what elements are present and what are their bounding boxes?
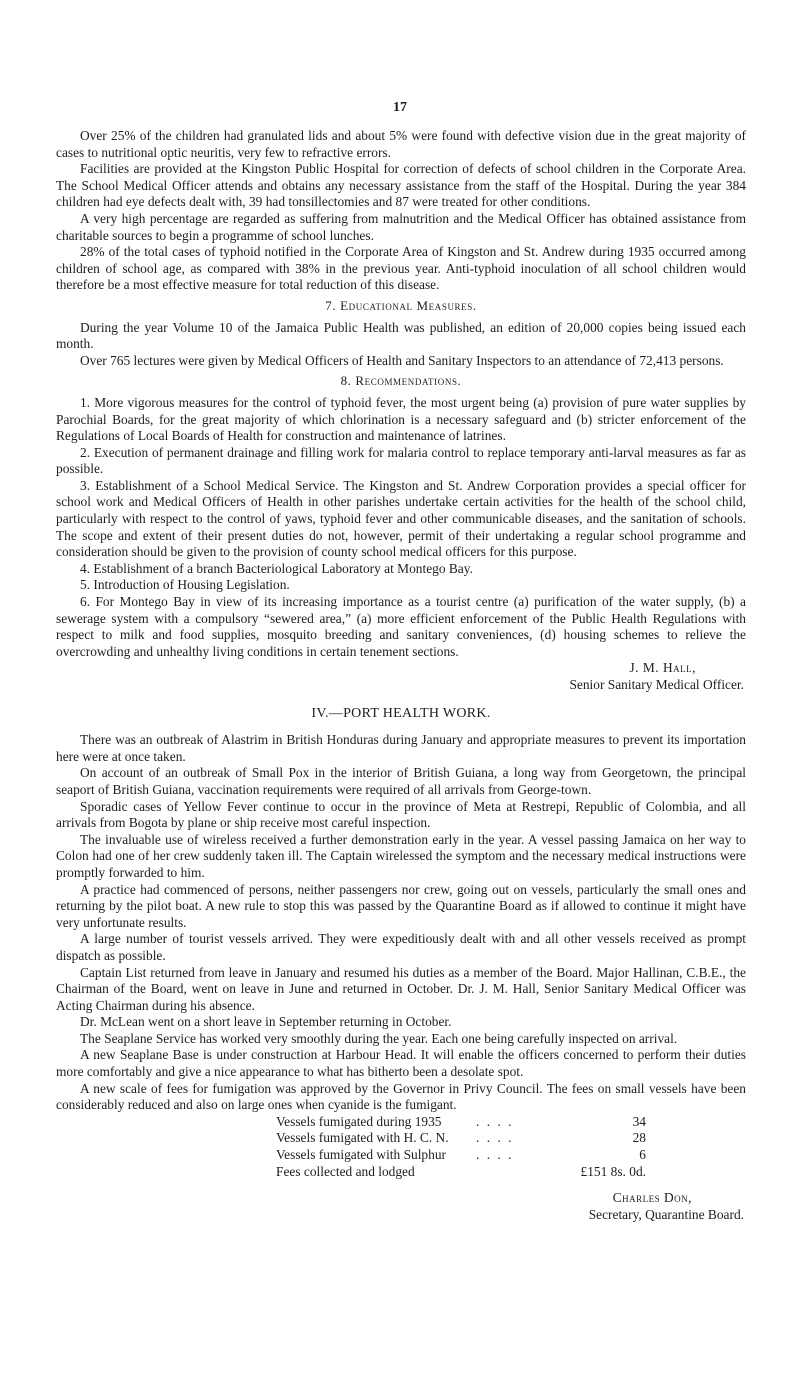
paragraph: The invaluable use of wireless received a further demonstration early in the year. A vessel passing Jamaica on her way to Colon had one of her crew suddenly taken ill. The Captain wirelessed the symptom and the necessary medical instructions were promptly forwarded to him.	[56, 831, 746, 880]
health-paragraphs-b	[56, 320, 746, 370]
fumigation-table	[276, 1114, 646, 1180]
row-value: 6	[639, 1147, 646, 1163]
paragraph: During the year Volume 10 of the Jamaica Public Health was published, an edition of 20,000 copies being issued each month.	[56, 319, 746, 352]
row-label: Fees collected and lodged	[276, 1163, 415, 1179]
paragraph: Over 765 lectures were given by Medical Officers of Health and Sanitary Inspectors to an attendance of 72,413 persons.	[80, 352, 724, 368]
row-label: Vessels fumigated with Sulphur	[276, 1147, 446, 1163]
recommendation-item: 3. Establishment of a School Medical Service. The Kingston and St. Andrew Corporation provides a special officer for school work and Medical Officers of Health in other parishes undertake certain activities for the health of the school child, particularly with respect to the control of yaws, typhoid fever and other communicable diseases, and the sanitation of schools. The scope and extent of their present duties do not, however, permit of their undertaking a regular school programme and consideration should be given to the provision of county school medical officers for this purpose.	[56, 477, 746, 560]
paragraph: The Seaplane Service has worked very smoothly during the year. Each one being carefully inspected on arrival.	[80, 1030, 678, 1046]
row-leader	[476, 1164, 566, 1181]
paragraph: Facilities are provided at the Kingston Public Hospital for correction of defects of school children in the Corporate Area. The School Medical Officer attends and obtains any necessary assistance from the staff of the Hospital. During the year 384 children had eye defects dealt with, 39 had tonsillectomies and 87 were treated for other conditions.	[56, 161, 746, 210]
paragraph: A large number of tourist vessels arrived. They were expeditiously dealt with and all other vessels received as prompt dispatch as possible.	[56, 931, 746, 963]
section-heading-port-health: IV.—PORT HEALTH WORK.	[311, 705, 491, 721]
signature-name: J. M. Hall,	[629, 660, 696, 676]
row-value: £151 8s. 0d.	[580, 1163, 646, 1179]
paragraph: There was an outbreak of Alastrim in British Honduras during January and appropriate measures to prevent its importation here were at once taken.	[56, 732, 746, 764]
table-row	[276, 1164, 646, 1181]
row-leader: . . . .	[476, 1147, 514, 1163]
paragraph: A new scale of fees for fumigation was approved by the Governor in Privy Council. The fees on small vessels have been considerably reduced and also on large ones when cyanide is the fumigant.	[56, 1080, 746, 1113]
paragraph: On account of an outbreak of Small Pox in the interior of British Guiana, a long way from Georgetown, the principal seaport of British Guiana, vaccination requirements were required of all arrivals from George-town.	[56, 765, 746, 797]
signature-title: Senior Sanitary Medical Officer.	[569, 677, 744, 692]
signature-title: Secretary, Quarantine Board.	[588, 1206, 744, 1222]
section-heading-educational-measures: 7. Educational Measures.	[325, 297, 477, 313]
signature-block-don	[56, 1190, 744, 1223]
paragraph: A very high percentage are regarded as suffering from malnutrition and the Medical Officer has obtained assistance from charitable sources to begin a programme of school lunches.	[56, 210, 746, 243]
recommendation-item: 5. Introduction of Housing Legislation.	[80, 577, 290, 593]
paragraph: Sporadic cases of Yellow Fever continue to occur in the province of Meta at Restrepi, Republic of Colombia, and all arrivals from Bogota by plane or ship receive most careful inspection.	[56, 798, 746, 831]
row-label: Vessels fumigated with H. C. N.	[276, 1130, 449, 1146]
table-row	[276, 1130, 646, 1147]
paragraph: A new Seaplane Base is under construction at Harbour Head. It will enable the officers concerned to perform their duties more comfortably and give a nice appearance to what has bitherto been a desolate spot.	[56, 1047, 746, 1080]
paragraph: Dr. McLean went on a short leave in September returning in October.	[80, 1014, 452, 1030]
document-page	[56, 128, 746, 1223]
port-health-paragraphs	[56, 732, 746, 1114]
recommendation-item: 1. More vigorous measures for the control of typhoid fever, the most urgent being (a) provision of pure water supplies by Parochial Boards, for the great majority of which chlorination is a necessary safeguard and (b) stricter enforcement of the Regulations of Local Boards of Health for construction and maintenance of latrines.	[56, 394, 746, 444]
row-leader: . . . .	[476, 1113, 514, 1129]
page-number: 17	[393, 100, 407, 115]
row-value: 34	[632, 1113, 646, 1129]
table-row	[276, 1114, 646, 1131]
recommendation-item: 4. Establishment of a branch Bacteriological Laboratory at Montego Bay.	[80, 560, 473, 576]
row-label: Vessels fumigated during 1935	[276, 1113, 442, 1129]
health-paragraphs-a	[56, 128, 746, 294]
signature-name: Charles Don,	[612, 1190, 692, 1206]
signature-block-hall	[56, 660, 744, 693]
row-value: 28	[632, 1130, 646, 1146]
table-row	[276, 1147, 646, 1164]
section-heading-recommendations: 8. Recommendations.	[340, 373, 462, 389]
paragraph: A practice had commenced of persons, neither passengers nor crew, going out on vessels, particularly the small ones and returning by the pilot boat. A new rule to stop this was passed by the Quarantine Board as if allowed to continue it might have very unfortunate results.	[56, 881, 746, 930]
recommendation-item: 6. For Montego Bay in view of its increasing importance as a tourist centre (a) purification of the water supply, (b) a sewerage system with a compulsory “sewered area,” (a) more efficient enforcement of the Public Health Regulations with respect to milk and food supplies, mosquito breeding and sanitary conveniences, (d) housing schemes to relieve the overcrowding and unhealthy living conditions in certain tenement sections.	[56, 594, 746, 659]
row-leader: . . . .	[476, 1130, 514, 1146]
paragraph: 28% of the total cases of typhoid notified in the Corporate Area of Kingston and St. Andrew during 1935 occurred among children of school age, as compared with 38% in the previous year. Anti-typhoid inoculation of all school children would therefore be a most effective measure for total reduction of this disease.	[56, 244, 746, 293]
recommendations-list	[56, 395, 746, 661]
paragraph: Over 25% of the children had granulated lids and about 5% were found with defective vision due in the great majority of cases to nutritional optic neuritis, very few to refractive errors.	[56, 128, 746, 160]
paragraph: Captain List returned from leave in January and resumed his duties as a member of the Board. Major Hallinan, C.B.E., the Chairman of the Board, went on leave in June and returned in October. Dr. J. M. Hall, Senior Sanitary Medical Officer was Acting Chairman during his absence.	[56, 964, 746, 1013]
recommendation-item: 2. Execution of permanent drainage and filling work for malaria control to replace temporary anti-larval measures as far as possible.	[56, 444, 746, 477]
